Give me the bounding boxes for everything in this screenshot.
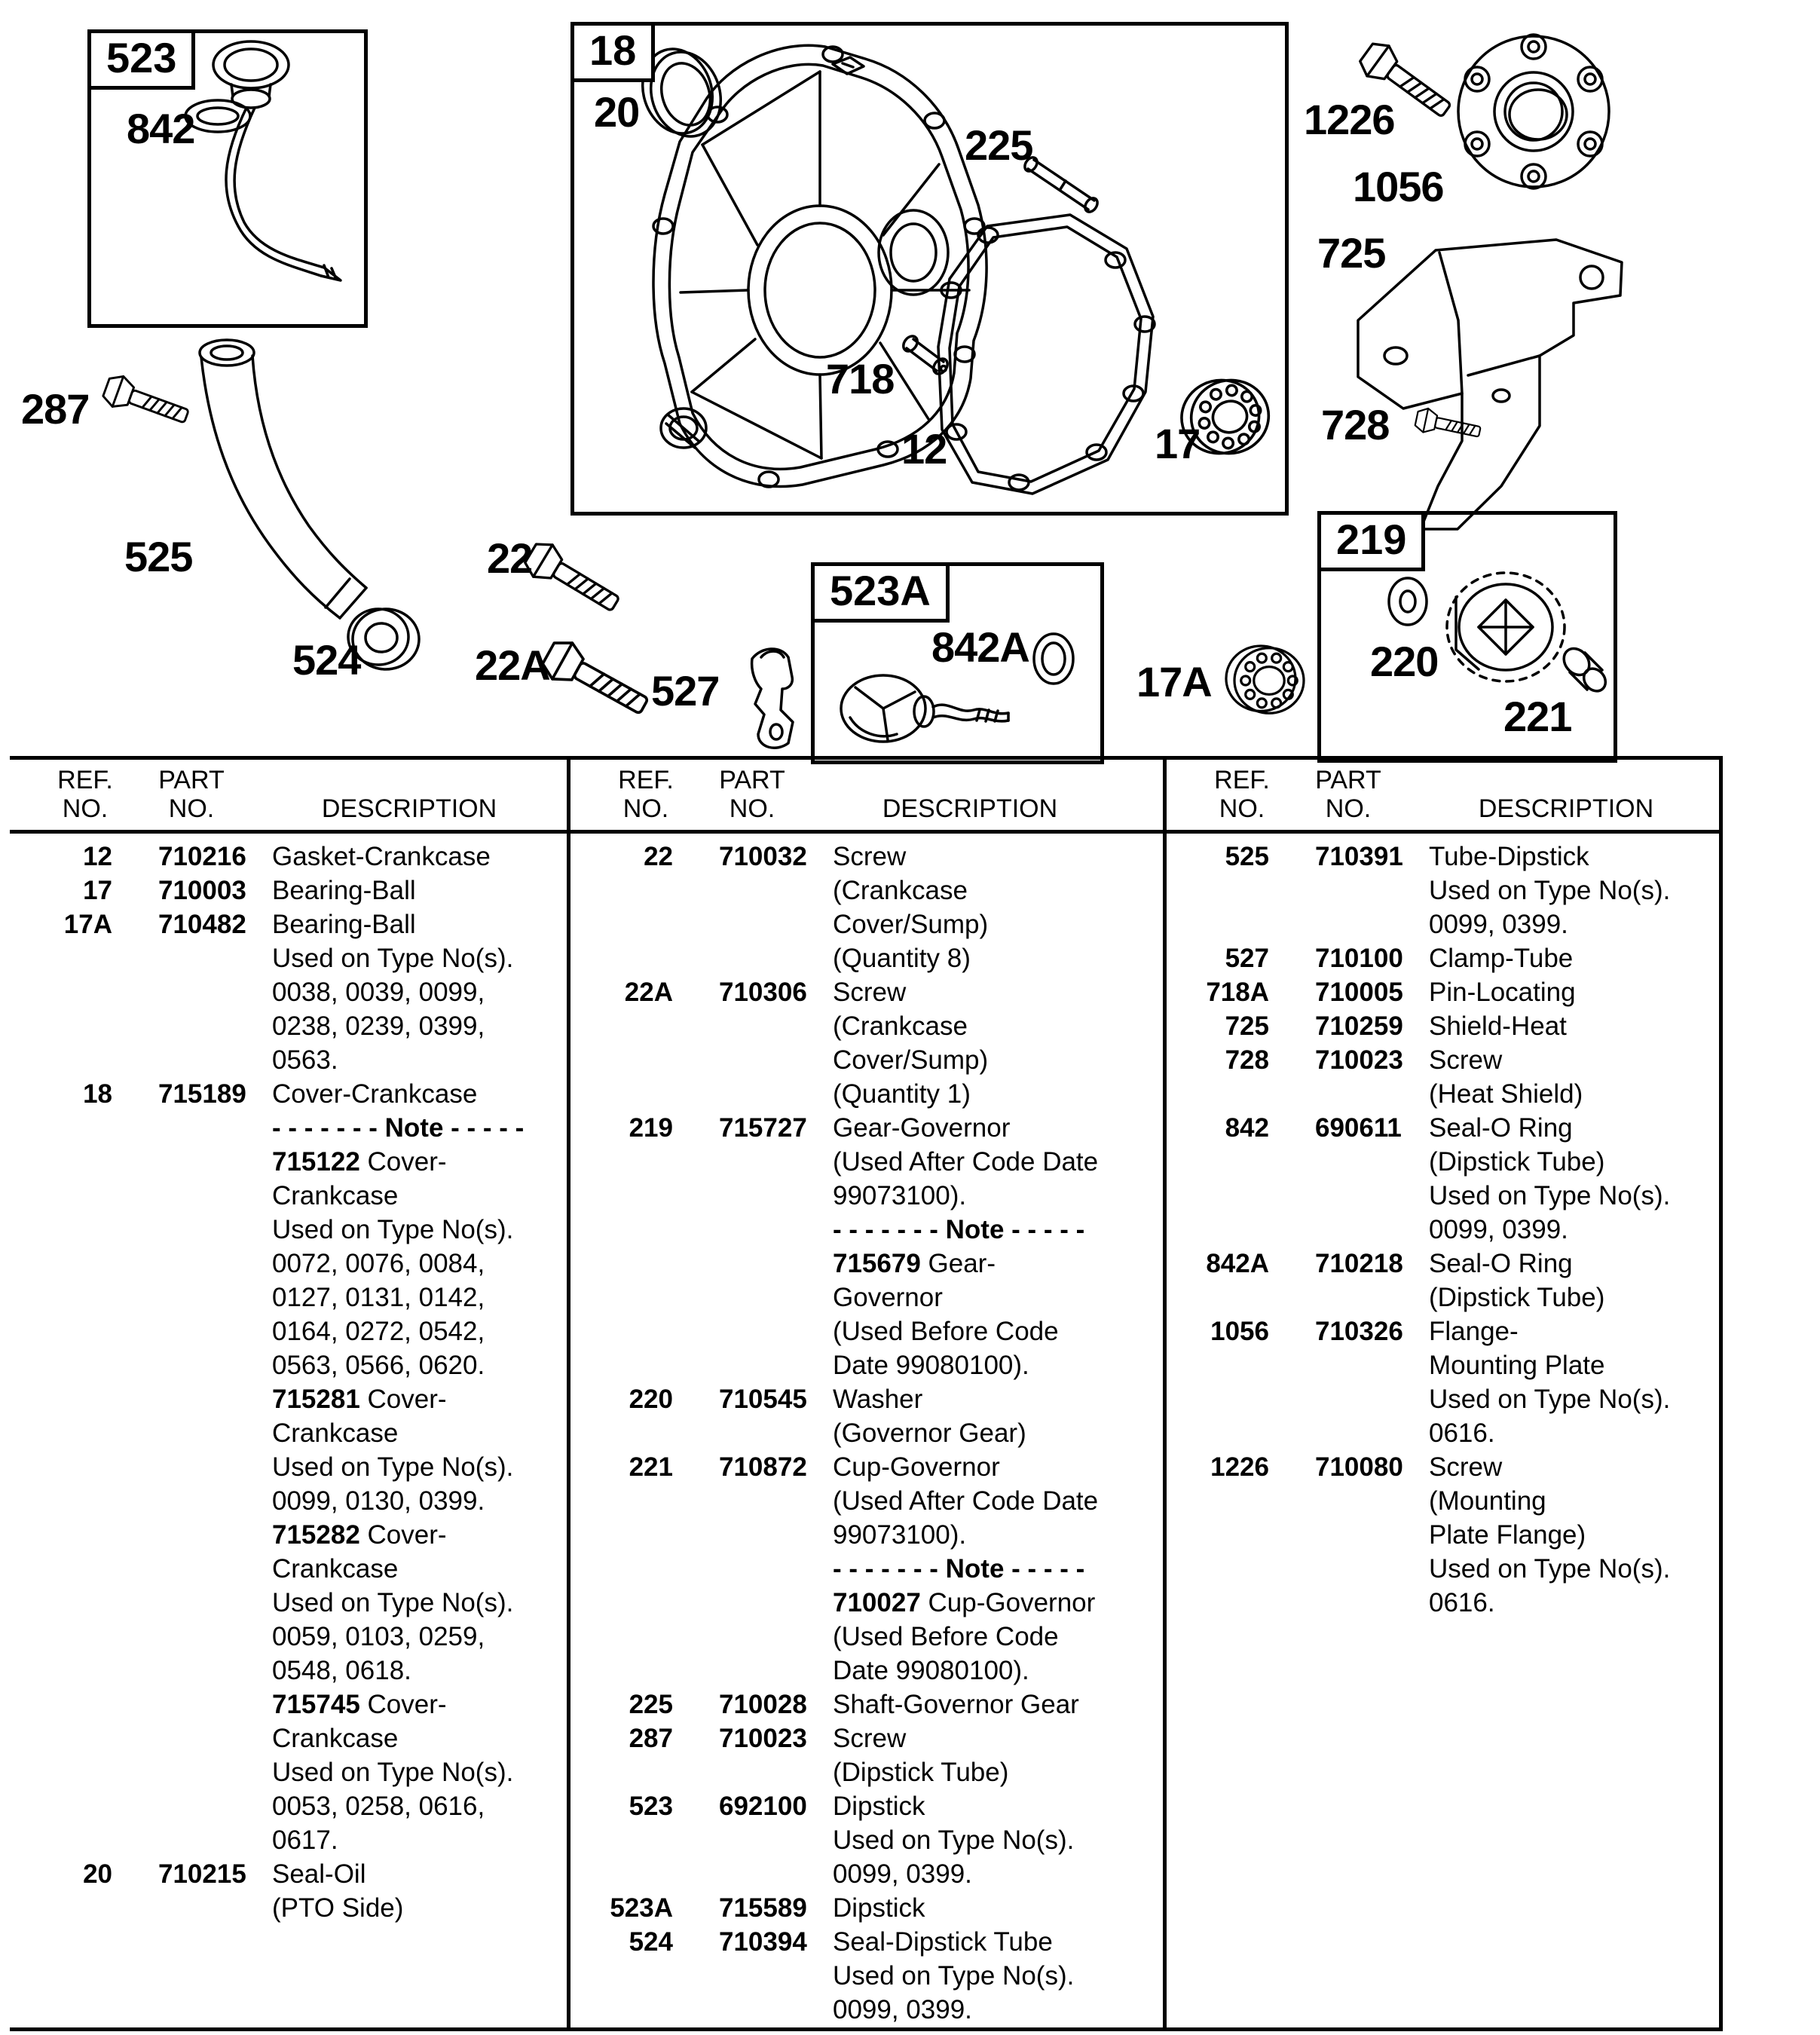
table-column-1 xyxy=(10,842,567,1927)
part-no-cell: 710005 xyxy=(1315,978,1403,1007)
ref-no-cell: 12 xyxy=(83,842,112,871)
description-cell: 0616. xyxy=(1429,1418,1495,1448)
description-cell: Gasket-Crankcase xyxy=(272,842,491,871)
description-cell: (Crankcase xyxy=(833,876,968,905)
description-cell: 0563, 0566, 0620. xyxy=(272,1351,485,1380)
description-line xyxy=(1167,1283,1719,1317)
part-no-cell: 715189 xyxy=(158,1079,246,1109)
description-line xyxy=(10,1690,567,1724)
description-line xyxy=(10,1181,567,1215)
clamp-527-drawing xyxy=(752,649,793,748)
description-line xyxy=(10,1825,567,1859)
table-row xyxy=(1167,1113,1719,1147)
header-description: DESCRIPTION xyxy=(321,794,497,823)
header-ref-no: NO. xyxy=(1219,794,1265,823)
description-line xyxy=(10,1385,567,1418)
description-cell: (Dipstick Tube) xyxy=(1429,1283,1605,1312)
description-cell: Crankcase xyxy=(272,1724,399,1753)
callout-1056: 1056 xyxy=(1353,163,1444,210)
description-cell: 715122 Cover- xyxy=(272,1147,447,1177)
callout-725: 725 xyxy=(1317,229,1386,277)
callout-22: 22 xyxy=(487,534,533,582)
description-cell: 710027 Cup-Governor xyxy=(833,1588,1096,1617)
description-line xyxy=(10,1351,567,1385)
table-row xyxy=(570,1690,1163,1724)
table-row xyxy=(10,842,567,876)
description-line xyxy=(10,1452,567,1486)
description-cell: Mounting Plate xyxy=(1429,1351,1605,1380)
description-cell: Used on Type No(s). xyxy=(272,1588,514,1617)
part-no-cell: 710028 xyxy=(719,1690,807,1719)
description-line xyxy=(570,1622,1163,1656)
description-line xyxy=(570,876,1163,910)
description-line xyxy=(570,1249,1163,1283)
description-line xyxy=(1167,1418,1719,1452)
ref-no-cell: 22 xyxy=(644,842,673,871)
description-line xyxy=(570,1520,1163,1554)
table-row xyxy=(10,910,567,944)
description-cell: 99073100). xyxy=(833,1181,967,1210)
table-column-2 xyxy=(570,842,1163,2029)
description-line xyxy=(570,1045,1163,1079)
description-cell: 0053, 0258, 0616, xyxy=(272,1792,485,1821)
description-cell: Crankcase xyxy=(272,1554,399,1584)
description-line xyxy=(570,1825,1163,1859)
description-line xyxy=(1167,1351,1719,1385)
table-row xyxy=(10,1079,567,1113)
description-cell: 0099, 0399. xyxy=(1429,910,1568,939)
ref-no-cell: 842A xyxy=(1206,1249,1269,1278)
description-cell: 715679 Gear- xyxy=(833,1249,996,1278)
description-line xyxy=(10,1588,567,1622)
header-part-no: NO. xyxy=(729,794,775,823)
description-line xyxy=(1167,1385,1719,1418)
screw-287-drawing xyxy=(101,372,192,432)
description-cell: Used on Type No(s). xyxy=(272,1758,514,1787)
description-line xyxy=(10,1792,567,1825)
description-cell: Tube-Dipstick xyxy=(1429,842,1589,871)
flange-1056-drawing xyxy=(1458,35,1609,188)
description-line xyxy=(10,1317,567,1351)
description-cell: 0099, 0130, 0399. xyxy=(272,1486,485,1516)
table-row xyxy=(10,876,567,910)
description-line xyxy=(10,1147,567,1181)
description-cell: Crankcase xyxy=(272,1418,399,1448)
callout-220: 220 xyxy=(1370,638,1439,685)
description-line xyxy=(570,1215,1163,1249)
ref-no-cell: 718A xyxy=(1206,978,1269,1007)
part-no-cell: 710003 xyxy=(158,876,246,905)
description-cell: 0548, 0618. xyxy=(272,1656,411,1685)
description-line xyxy=(10,1724,567,1758)
description-line xyxy=(10,944,567,978)
description-cell: Used on Type No(s). xyxy=(1429,1554,1671,1584)
description-cell: (Governor Gear) xyxy=(833,1418,1026,1448)
description-line xyxy=(10,1113,567,1147)
inset-box-523 xyxy=(87,29,368,328)
description-cell: Screw xyxy=(1429,1045,1503,1075)
description-line xyxy=(1167,1588,1719,1622)
description-cell: - - - - - - - Note - - - - - xyxy=(272,1113,525,1143)
table-row xyxy=(1167,944,1719,978)
part-no-cell: 690611 xyxy=(1315,1113,1402,1143)
description-cell: Gear-Governor xyxy=(833,1113,1011,1143)
table-row xyxy=(570,1792,1163,1825)
screw-728-drawing xyxy=(1414,406,1482,443)
part-no-cell: 710306 xyxy=(719,978,807,1007)
table-row xyxy=(570,1927,1163,1961)
description-line xyxy=(1167,1554,1719,1588)
part-no-cell: 710023 xyxy=(719,1724,807,1753)
description-line xyxy=(10,1554,567,1588)
description-cell: 0617. xyxy=(272,1825,338,1855)
callout-221: 221 xyxy=(1503,693,1572,740)
description-cell: 0099, 0399. xyxy=(833,1859,972,1889)
ref-no-cell: 17 xyxy=(83,876,112,905)
part-no-cell: 710100 xyxy=(1315,944,1403,973)
description-cell: Screw xyxy=(833,842,907,871)
description-line xyxy=(570,1011,1163,1045)
inset-box-219-label: 219 xyxy=(1317,511,1425,571)
part-no-cell: 710259 xyxy=(1315,1011,1403,1041)
ref-no-cell: 524 xyxy=(629,1927,673,1957)
description-cell: Screw xyxy=(1429,1452,1503,1482)
part-no-cell: 710216 xyxy=(158,842,246,871)
description-cell: 0238, 0239, 0399, xyxy=(272,1011,485,1041)
table-right-rule xyxy=(1719,756,1723,2031)
ref-no-cell: 18 xyxy=(83,1079,112,1109)
description-cell: 715745 Cover- xyxy=(272,1690,447,1719)
table-row xyxy=(570,1113,1163,1147)
callout-842: 842 xyxy=(127,105,195,152)
ref-no-cell: 225 xyxy=(629,1690,673,1719)
description-line xyxy=(570,910,1163,944)
part-no-cell: 710872 xyxy=(719,1452,807,1482)
description-cell: Cup-Governor xyxy=(833,1452,1000,1482)
table-row xyxy=(1167,842,1719,876)
callout-17a: 17A xyxy=(1136,658,1212,705)
description-cell: (Used After Code Date xyxy=(833,1486,1099,1516)
description-cell: Used on Type No(s). xyxy=(1429,876,1671,905)
description-cell: Used on Type No(s). xyxy=(272,1452,514,1482)
description-line xyxy=(10,1486,567,1520)
description-line xyxy=(10,1520,567,1554)
table-row xyxy=(570,978,1163,1011)
callout-12: 12 xyxy=(901,425,947,473)
heat-shield-725-drawing xyxy=(1358,240,1622,529)
description-line xyxy=(570,1859,1163,1893)
description-cell: 715282 Cover- xyxy=(272,1520,447,1550)
table-row xyxy=(10,1859,567,1893)
description-line xyxy=(1167,1079,1719,1113)
description-cell: Cover/Sump) xyxy=(833,1045,989,1075)
callout-287: 287 xyxy=(21,385,90,433)
callout-718: 718 xyxy=(826,355,895,402)
part-no-cell: 710215 xyxy=(158,1859,246,1889)
description-line xyxy=(570,1181,1163,1215)
screw-22a-drawing xyxy=(539,635,654,724)
callout-728: 728 xyxy=(1321,401,1390,448)
description-cell: Date 99080100). xyxy=(833,1351,1029,1380)
description-cell: Dipstick xyxy=(833,1893,925,1923)
description-line xyxy=(10,1418,567,1452)
description-cell: 0099, 0399. xyxy=(833,1995,972,2024)
description-cell: Date 99080100). xyxy=(833,1656,1029,1685)
part-no-cell: 715727 xyxy=(719,1113,807,1143)
description-cell: Used on Type No(s). xyxy=(272,944,514,973)
callout-524: 524 xyxy=(292,636,361,684)
description-cell: Bearing-Ball xyxy=(272,910,416,939)
description-cell: Shield-Heat xyxy=(1429,1011,1567,1041)
description-cell: 715281 Cover- xyxy=(272,1385,447,1414)
inset-box-219 xyxy=(1317,511,1617,763)
table-header-col1 xyxy=(10,766,567,831)
header-ref: REF. xyxy=(618,766,674,794)
table-row xyxy=(570,1724,1163,1758)
description-line xyxy=(570,1656,1163,1690)
description-cell: Crankcase xyxy=(272,1181,399,1210)
description-line xyxy=(1167,1520,1719,1554)
description-cell: 0099, 0399. xyxy=(1429,1215,1568,1244)
description-line xyxy=(1167,1215,1719,1249)
header-description: DESCRIPTION xyxy=(882,794,1058,823)
inset-box-523-label: 523 xyxy=(87,29,195,90)
description-line xyxy=(10,1011,567,1045)
header-ref-no: NO. xyxy=(622,794,669,823)
ref-no-cell: 20 xyxy=(83,1859,112,1889)
table-row xyxy=(1167,1249,1719,1283)
callout-20: 20 xyxy=(594,88,640,136)
header-part: PART xyxy=(719,766,785,794)
table-row xyxy=(570,1893,1163,1927)
ref-no-cell: 1056 xyxy=(1210,1317,1269,1346)
part-no-cell: 710032 xyxy=(719,842,807,871)
ref-no-cell: 523A xyxy=(610,1893,673,1923)
part-no-cell: 710326 xyxy=(1315,1317,1403,1346)
description-cell: (Used Before Code xyxy=(833,1622,1059,1651)
part-no-cell: 710391 xyxy=(1315,842,1403,871)
description-cell: Cover/Sump) xyxy=(833,910,989,939)
table-row xyxy=(570,1385,1163,1418)
table-top-rule xyxy=(10,756,1723,760)
description-cell: Clamp-Tube xyxy=(1429,944,1574,973)
ref-no-cell: 728 xyxy=(1225,1045,1269,1075)
description-cell: (Crankcase xyxy=(833,1011,968,1041)
description-line xyxy=(10,1893,567,1927)
header-part: PART xyxy=(158,766,225,794)
description-cell: Pin-Locating xyxy=(1429,978,1576,1007)
table-row xyxy=(1167,1317,1719,1351)
ref-no-cell: 220 xyxy=(629,1385,673,1414)
inset-box-523a-label: 523A xyxy=(811,562,950,623)
callout-225: 225 xyxy=(965,121,1033,169)
description-line xyxy=(570,1588,1163,1622)
description-cell: (PTO Side) xyxy=(272,1893,404,1923)
description-cell: 0059, 0103, 0259, xyxy=(272,1622,485,1651)
description-cell: Seal-Dipstick Tube xyxy=(833,1927,1053,1957)
description-cell: Used on Type No(s). xyxy=(833,1961,1075,1991)
table-row xyxy=(1167,1452,1719,1486)
description-line xyxy=(1167,1181,1719,1215)
description-cell: (Mounting xyxy=(1429,1486,1546,1516)
description-line xyxy=(10,1045,567,1079)
description-cell: 0127, 0131, 0142, xyxy=(272,1283,485,1312)
description-cell: 0563. xyxy=(272,1045,338,1075)
part-no-cell: 710080 xyxy=(1315,1452,1403,1482)
description-cell: Used on Type No(s). xyxy=(833,1825,1075,1855)
part-no-cell: 710482 xyxy=(158,910,246,939)
part-no-cell: 710023 xyxy=(1315,1045,1403,1075)
callout-842a: 842A xyxy=(931,623,1029,671)
bearing-17a-drawing xyxy=(1226,646,1304,713)
header-part-no: NO. xyxy=(168,794,215,823)
description-cell: (Dipstick Tube) xyxy=(833,1758,1009,1787)
part-no-cell: 715589 xyxy=(719,1893,807,1923)
description-line xyxy=(10,1249,567,1283)
description-cell: Screw xyxy=(833,1724,907,1753)
description-line xyxy=(570,1961,1163,1995)
description-cell: Governor xyxy=(833,1283,943,1312)
description-line xyxy=(1167,876,1719,910)
description-cell: Dipstick xyxy=(833,1792,925,1821)
description-line xyxy=(10,1656,567,1690)
part-no-cell: 692100 xyxy=(719,1792,807,1821)
table-column-3 xyxy=(1167,842,1719,1622)
callout-525: 525 xyxy=(124,533,193,580)
description-line xyxy=(10,1622,567,1656)
ref-no-cell: 22A xyxy=(624,978,673,1007)
description-cell: (Quantity 1) xyxy=(833,1079,971,1109)
description-cell: Plate Flange) xyxy=(1429,1520,1586,1550)
ref-no-cell: 527 xyxy=(1225,944,1269,973)
description-cell: (Used Before Code xyxy=(833,1317,1059,1346)
description-line xyxy=(10,978,567,1011)
description-cell: Used on Type No(s). xyxy=(272,1215,514,1244)
description-line xyxy=(570,1758,1163,1792)
description-line xyxy=(570,1283,1163,1317)
description-cell: Shaft-Governor Gear xyxy=(833,1690,1079,1719)
table-header-col2 xyxy=(570,766,1163,831)
ref-no-cell: 287 xyxy=(629,1724,673,1753)
table-row xyxy=(1167,978,1719,1011)
table-row xyxy=(570,1452,1163,1486)
table-header-col3 xyxy=(1167,766,1719,831)
description-cell: (Heat Shield) xyxy=(1429,1079,1583,1109)
ref-no-cell: 842 xyxy=(1225,1113,1269,1143)
description-cell: Used on Type No(s). xyxy=(1429,1181,1671,1210)
description-line xyxy=(570,1351,1163,1385)
ref-no-cell: 221 xyxy=(629,1452,673,1482)
header-ref: REF. xyxy=(1214,766,1270,794)
header-ref-no: NO. xyxy=(62,794,109,823)
description-line xyxy=(570,1995,1163,2029)
ref-no-cell: 17A xyxy=(63,910,112,939)
description-line xyxy=(1167,1147,1719,1181)
description-line xyxy=(10,1283,567,1317)
description-cell: Cover-Crankcase xyxy=(272,1079,478,1109)
ref-no-cell: 525 xyxy=(1225,842,1269,871)
description-cell: Seal-O Ring xyxy=(1429,1113,1573,1143)
header-part-no: NO. xyxy=(1325,794,1372,823)
description-line xyxy=(10,1215,567,1249)
table-row xyxy=(1167,1045,1719,1079)
header-ref: REF. xyxy=(57,766,113,794)
callout-527: 527 xyxy=(651,667,720,715)
tube-525-drawing xyxy=(200,340,366,618)
description-cell: Flange- xyxy=(1429,1317,1519,1346)
header-description: DESCRIPTION xyxy=(1478,794,1654,823)
header-part: PART xyxy=(1315,766,1381,794)
part-no-cell: 710218 xyxy=(1315,1249,1403,1278)
ref-no-cell: 219 xyxy=(629,1113,673,1143)
ref-no-cell: 725 xyxy=(1225,1011,1269,1041)
description-cell: - - - - - - - Note - - - - - xyxy=(833,1554,1085,1584)
part-no-cell: 710545 xyxy=(719,1385,807,1414)
description-cell: Screw xyxy=(833,978,907,1007)
description-cell: 0038, 0039, 0099, xyxy=(272,978,485,1007)
part-no-cell: 710394 xyxy=(719,1927,807,1957)
description-line xyxy=(1167,910,1719,944)
description-line xyxy=(10,1758,567,1792)
description-line xyxy=(1167,1486,1719,1520)
description-line xyxy=(570,1079,1163,1113)
description-line xyxy=(570,1486,1163,1520)
description-cell: Used on Type No(s). xyxy=(1429,1385,1671,1414)
description-cell: Bearing-Ball xyxy=(272,876,416,905)
description-cell: (Quantity 8) xyxy=(833,944,971,973)
description-cell: Seal-Oil xyxy=(272,1859,366,1889)
description-cell: 0616. xyxy=(1429,1588,1495,1617)
callout-1226: 1226 xyxy=(1304,96,1395,143)
description-line xyxy=(570,1418,1163,1452)
description-cell: 0164, 0272, 0542, xyxy=(272,1317,485,1346)
inset-box-18-label: 18 xyxy=(570,22,655,82)
description-line xyxy=(570,944,1163,978)
table-row xyxy=(570,842,1163,876)
description-cell: Washer xyxy=(833,1385,923,1414)
callout-22a: 22A xyxy=(475,641,550,689)
description-cell: 99073100). xyxy=(833,1520,967,1550)
description-line xyxy=(570,1317,1163,1351)
description-line xyxy=(570,1147,1163,1181)
callout-17: 17 xyxy=(1155,420,1201,467)
ref-no-cell: 523 xyxy=(629,1792,673,1821)
screw-22-drawing xyxy=(521,537,625,620)
ref-no-cell: 1226 xyxy=(1210,1452,1269,1482)
description-cell: Seal-O Ring xyxy=(1429,1249,1573,1278)
description-line xyxy=(570,1554,1163,1588)
description-cell: (Used After Code Date xyxy=(833,1147,1099,1177)
table-row xyxy=(1167,1011,1719,1045)
description-cell: (Dipstick Tube) xyxy=(1429,1147,1605,1177)
description-cell: 0072, 0076, 0084, xyxy=(272,1249,485,1278)
description-cell: - - - - - - - Note - - - - - xyxy=(833,1215,1085,1244)
